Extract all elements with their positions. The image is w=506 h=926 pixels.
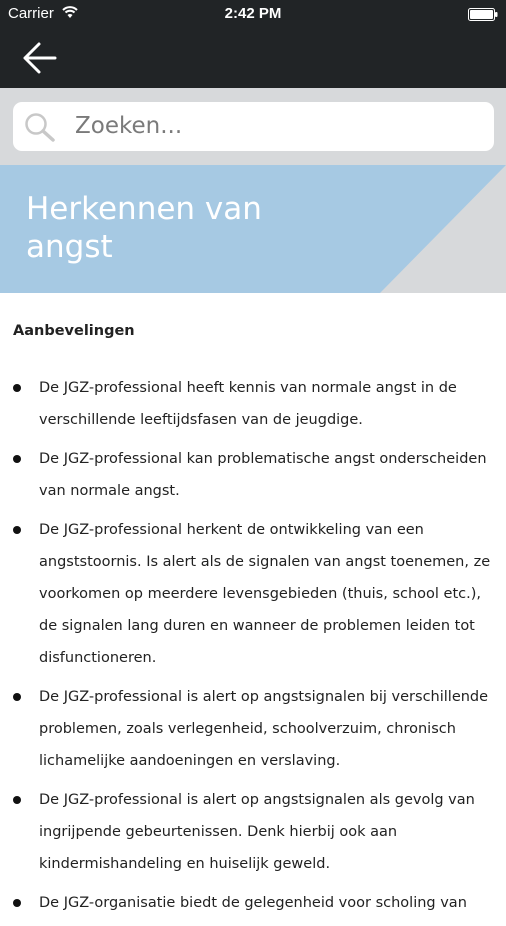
navigation-bar: [0, 28, 506, 88]
page-header-banner: [0, 165, 506, 293]
search-box[interactable]: [13, 102, 494, 151]
section-heading: Aanbevelingen: [13, 323, 135, 339]
list-item-text: De JGZ-professional is alert op angstsignalen als gevolg van ingrijpende gebeurtenissen. Denk hierbij ook aan kindermishandeling en huiselijk geweld.: [39, 792, 475, 872]
arrow-left-icon: [21, 41, 57, 75]
list-item: [0, 514, 506, 674]
battery-icon: [468, 8, 498, 21]
list-item: [0, 887, 506, 919]
status-bar: [0, 0, 506, 28]
bullet-icon: [13, 796, 21, 804]
recommendations-list: [0, 372, 506, 926]
list-item: [0, 681, 506, 777]
search-icon: [24, 112, 56, 142]
list-item: [0, 443, 506, 507]
search-bar: [0, 88, 506, 165]
bullet-icon: [13, 693, 21, 701]
page-title: Herkennen van angst: [26, 191, 262, 265]
bullet-icon: [13, 526, 21, 534]
list-item: [0, 784, 506, 880]
bullet-icon: [13, 384, 21, 392]
bullet-icon: [13, 899, 21, 907]
list-item-text: De JGZ-organisatie biedt de gelegenheid voor scholing van: [39, 895, 467, 911]
list-item: [0, 372, 506, 436]
status-time: 2:42 PM: [224, 5, 282, 22]
search-input[interactable]: [75, 108, 475, 144]
list-item-text: De JGZ-professional heeft kennis van normale angst in de verschillende leeftijdsfasen van de jeugdige.: [39, 380, 457, 428]
list-item-text: De JGZ-professional is alert op angstsignalen bij verschillende problemen, zoals verlegenheid, schoolverzuim, chronisch lichamelijke aandoeningen en verslaving.: [39, 689, 489, 769]
back-button[interactable]: [16, 36, 62, 80]
bullet-icon: [13, 455, 21, 463]
list-item-text: De JGZ-professional herkent de ontwikkeling van een angststoornis. Is alert als de signalen van angst toenemen, ze voorkomen op meerdere levensgebieden (thuis, school etc.), de signalen lang duren en wanneer de problemen leiden tot disfunctioneren.: [39, 522, 491, 666]
carrier-label: Carrier: [8, 5, 54, 22]
article-content: [0, 293, 506, 911]
list-item-text: De JGZ-professional kan problematische angst onderscheiden van normale angst.: [39, 451, 487, 499]
